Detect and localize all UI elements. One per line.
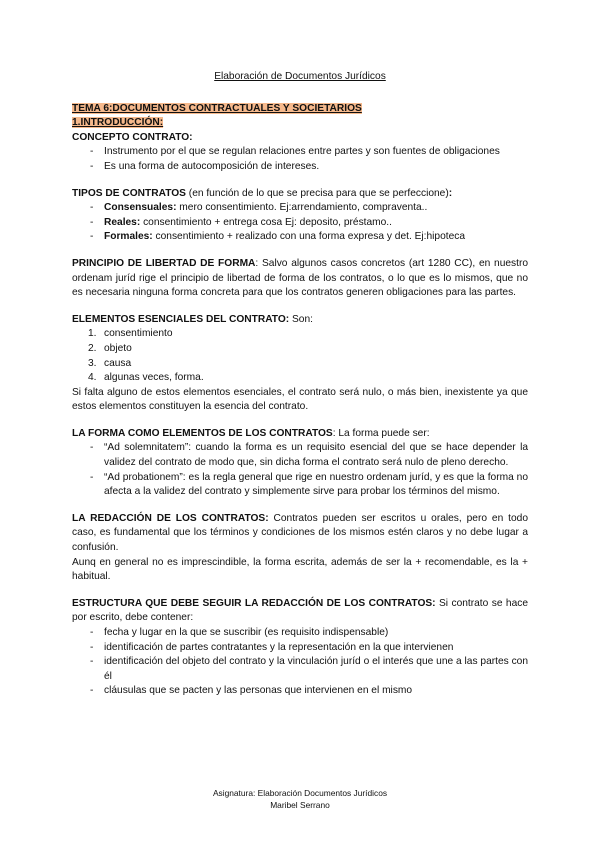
elementos-list bbox=[72, 327, 528, 385]
list-item: 3. causa bbox=[88, 357, 132, 369]
tema-heading: TEMA 6:DOCUMENTOS CONTRACTUALES Y SOCIETARIOS bbox=[72, 102, 362, 114]
list-item: - identificación del objeto del contrato y la vinculación juríd o el interés que une a las partes con él bbox=[72, 655, 528, 684]
forma-list bbox=[72, 441, 528, 499]
forma-heading-line: LA FORMA COMO ELEMENTOS DE LOS CONTRATOS: La forma puede ser: bbox=[72, 427, 430, 439]
tipos-heading-line: TIPOS DE CONTRATOS (en función de lo que se precisa para que se perfeccione): bbox=[72, 187, 453, 199]
concepto-list bbox=[72, 145, 528, 174]
page-footer bbox=[0, 787, 600, 811]
redaccion-paragraph-2: Aunq en general no es imprescindible, la forma escrita, además de ser la + recomendable, es la + habitual. bbox=[72, 556, 528, 583]
list-item: - cláusulas que se pacten y las personas que intervienen en el mismo bbox=[72, 684, 528, 699]
list-item: - Es una forma de autocomposición de intereses. bbox=[72, 160, 528, 175]
list-item: 1. consentimiento bbox=[88, 328, 173, 340]
document-page bbox=[72, 70, 528, 699]
document-title: Elaboración de Documentos Jurídicos bbox=[214, 71, 386, 82]
list-item: - fecha y lugar en la que se suscribir (es requisito indispensable) bbox=[72, 626, 528, 641]
list-item: - Consensuales: mero consentimiento. Ej:arrendamiento, compraventa.. bbox=[72, 201, 528, 216]
list-item: - Formales: consentimiento + realizado con una forma expresa y det. Ej:hipoteca bbox=[72, 230, 528, 245]
principio-paragraph: PRINCIPIO DE LIBERTAD DE FORMA: Salvo algunos casos concretos (art 1280 CC), en nuestro ordenam juríd rige el principio de libertad de forma de los contratos, o lo que es lo mismos, que no es necesaria ninguna forma concreta para que los contratos generen obligaciones para las partes. bbox=[72, 257, 529, 299]
estructura-heading-line: ESTRUCTURA QUE DEBE SEGUIR LA REDACCIÓN DE LOS CONTRATOS: Si contrato se hace por escrito, debe contener: bbox=[72, 597, 529, 624]
elementos-heading-line: ELEMENTOS ESENCIALES DEL CONTRATO: Son: bbox=[72, 313, 313, 325]
list-item: - “Ad solemnitatem”: cuando la forma es un requisito esencial del que se hace depender la validez del contrato de modo que, sin dicha forma el contrato será nulo de pleno derecho. bbox=[72, 441, 528, 470]
elementos-note: Si falta alguno de estos elementos esenciales, el contrato será nulo, o más bien, inexistente ya que estos elementos constituyen la esencia del contrato. bbox=[72, 386, 528, 413]
list-item: - Reales: consentimiento + entrega cosa Ej: deposito, préstamo.. bbox=[72, 216, 528, 231]
list-item: 2. objeto bbox=[88, 342, 132, 354]
footer-author: Maribel Serrano bbox=[270, 800, 330, 810]
intro-heading: 1.INTRODUCCIÓN: bbox=[72, 117, 164, 129]
list-item: - identificación de partes contratantes y la representación en la que intervienen bbox=[72, 641, 528, 656]
tipos-list bbox=[72, 201, 528, 245]
redaccion-paragraph: LA REDACCIÓN DE LOS CONTRATOS: Contratos pueden ser escritos u orales, pero en todo caso, es fundamental que los términos y condiciones de los mismos estén claros y no debe lugar a confusión. bbox=[72, 512, 529, 554]
footer-subject: Asignatura: Elaboración Documentos Jurídicos bbox=[212, 788, 388, 798]
list-item: - Instrumento por el que se regulan relaciones entre partes y son fuentes de obligaciones bbox=[72, 145, 528, 160]
concepto-heading: CONCEPTO CONTRATO: bbox=[72, 131, 193, 143]
list-item: 4. algunas veces, forma. bbox=[88, 372, 204, 384]
estructura-list bbox=[72, 626, 528, 699]
list-item: - “Ad probationem”: es la regla general que rige en nuestro ordenam juríd, y es que la forma no afecta a la validez del contrato y simplemente sirve para probar los términos del mismo. bbox=[72, 471, 528, 500]
